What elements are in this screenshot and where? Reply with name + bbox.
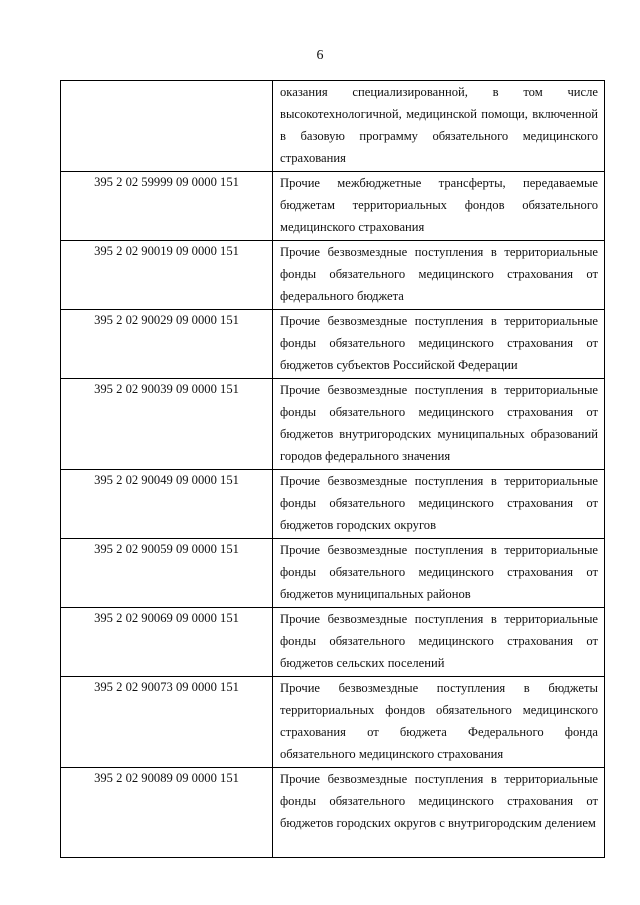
table-row [61, 470, 605, 539]
budget-description: Прочие безвозмездные поступления в территориальные фонды обязательного медицинского страхования от бюджетов городских округов с внутригородским делением [273, 768, 605, 858]
budget-description: Прочие безвозмездные поступления в территориальные фонды обязательного медицинского страхования от бюджетов городских округов [273, 470, 605, 539]
budget-code: 395 2 02 90073 09 0000 151 [61, 677, 273, 768]
budget-description: Прочие безвозмездные поступления в территориальные фонды обязательного медицинского страхования от бюджетов сельских поселений [273, 608, 605, 677]
budget-description: Прочие безвозмездные поступления в бюджеты территориальных фондов обязательного медицинского страхования от бюджета Федерального фонда обязательного медицинского страхования [273, 677, 605, 768]
budget-code: 395 2 02 90069 09 0000 151 [61, 608, 273, 677]
budget-code: 395 2 02 90059 09 0000 151 [61, 539, 273, 608]
budget-description: Прочие безвозмездные поступления в территориальные фонды обязательного медицинского страхования от бюджетов субъектов Российской Федерации [273, 310, 605, 379]
table-row [61, 768, 605, 858]
table-row [61, 172, 605, 241]
budget-description: Прочие межбюджетные трансферты, передаваемые бюджетам территориальных фондов обязательного медицинского страхования [273, 172, 605, 241]
table-row [61, 310, 605, 379]
table-row [61, 379, 605, 470]
budget-description: оказания специализированной, в том числе высокотехнологичной, медицинской помощи, включенной в базовую программу обязательного медицинского страхования [273, 81, 605, 172]
table-row [61, 539, 605, 608]
budget-description: Прочие безвозмездные поступления в территориальные фонды обязательного медицинского страхования от бюджетов внутригородских муниципальных образований городов федерального значения [273, 379, 605, 470]
budget-classification-table [60, 80, 605, 858]
budget-code [61, 81, 273, 172]
budget-code: 395 2 02 90049 09 0000 151 [61, 470, 273, 539]
budget-code: 395 2 02 90039 09 0000 151 [61, 379, 273, 470]
table-row [61, 677, 605, 768]
budget-description: Прочие безвозмездные поступления в территориальные фонды обязательного медицинского страхования от федерального бюджета [273, 241, 605, 310]
table-row [61, 241, 605, 310]
budget-code: 395 2 02 90029 09 0000 151 [61, 310, 273, 379]
budget-code: 395 2 02 59999 09 0000 151 [61, 172, 273, 241]
budget-description: Прочие безвозмездные поступления в территориальные фонды обязательного медицинского страхования от бюджетов муниципальных районов [273, 539, 605, 608]
budget-code: 395 2 02 90089 09 0000 151 [61, 768, 273, 858]
page-number: 6 [316, 48, 324, 63]
table-row [61, 608, 605, 677]
budget-code: 395 2 02 90019 09 0000 151 [61, 241, 273, 310]
table-row [61, 81, 605, 172]
